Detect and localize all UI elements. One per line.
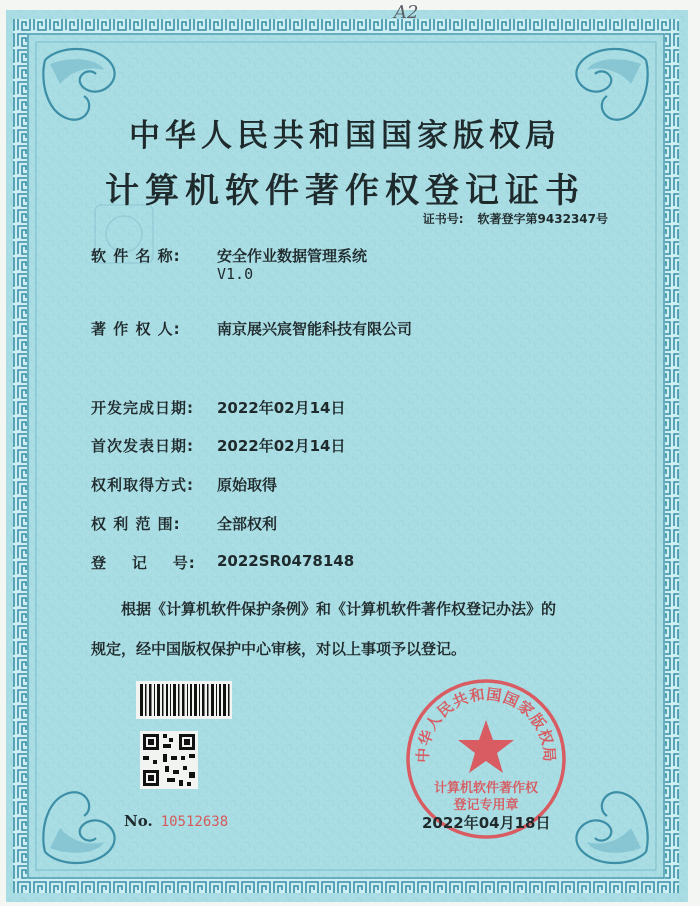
barcode (136, 681, 232, 719)
acquisition-method-label: 权利取得方式: (91, 476, 194, 494)
development-date-value: 2022年02月14日 (217, 399, 346, 417)
certificate-number (423, 210, 608, 227)
copyright-owner-value: 南京展兴宸智能科技有限公司 (217, 320, 413, 338)
seal-inner-line-2: 登记专用章 (453, 798, 519, 813)
rights-scope-value: 全部权利 (217, 515, 278, 533)
issue-date: 2022年04月18日 (422, 814, 551, 832)
software-name-value: 安全作业数据管理系统 (217, 247, 368, 265)
acquisition-method-value: 原始取得 (217, 476, 278, 494)
seal-outer-text: 中华人民共和国国家版权局 (413, 685, 559, 764)
publish-date-label: 首次发表日期: (91, 437, 194, 455)
publish-date-value: 2022年02月14日 (217, 437, 346, 455)
rights-scope-label: 权 利 范 围: (91, 515, 181, 533)
serial-number (124, 812, 228, 830)
certificate-title: 计算机软件著作权登记证书 (105, 171, 585, 211)
certificate-number-value: 软著登字第9432347号 (477, 212, 608, 226)
seal-inner-line-1: 计算机软件著作权 (433, 781, 539, 796)
statement-line-2: 规定，经中国版权保护中心审核，对以上事项予以登记。 (91, 640, 467, 658)
software-version: V1.0 (217, 265, 254, 283)
software-name-label: 软 件 名 称: (91, 247, 181, 265)
issuing-authority: 中华人民共和国国家版权局 (129, 118, 561, 154)
serial-value: 10512638 (160, 814, 229, 830)
statement-line-1: 根据《计算机软件保护条例》和《计算机软件著作权登记办法》的 (121, 600, 557, 618)
qr-code (140, 731, 198, 789)
serial-prefix: No. (124, 812, 153, 830)
seal-star-icon (458, 720, 514, 773)
development-date-label: 开发完成日期: (91, 399, 194, 417)
copyright-owner-label: 著 作 权 人: (91, 320, 181, 338)
registration-number-label: 登 记 号: (91, 554, 196, 572)
certificate-number-label: 证书号: (422, 212, 464, 226)
handwritten-mark: A2 (394, 2, 419, 23)
registration-number-value: 2022SR0478148 (217, 552, 355, 570)
